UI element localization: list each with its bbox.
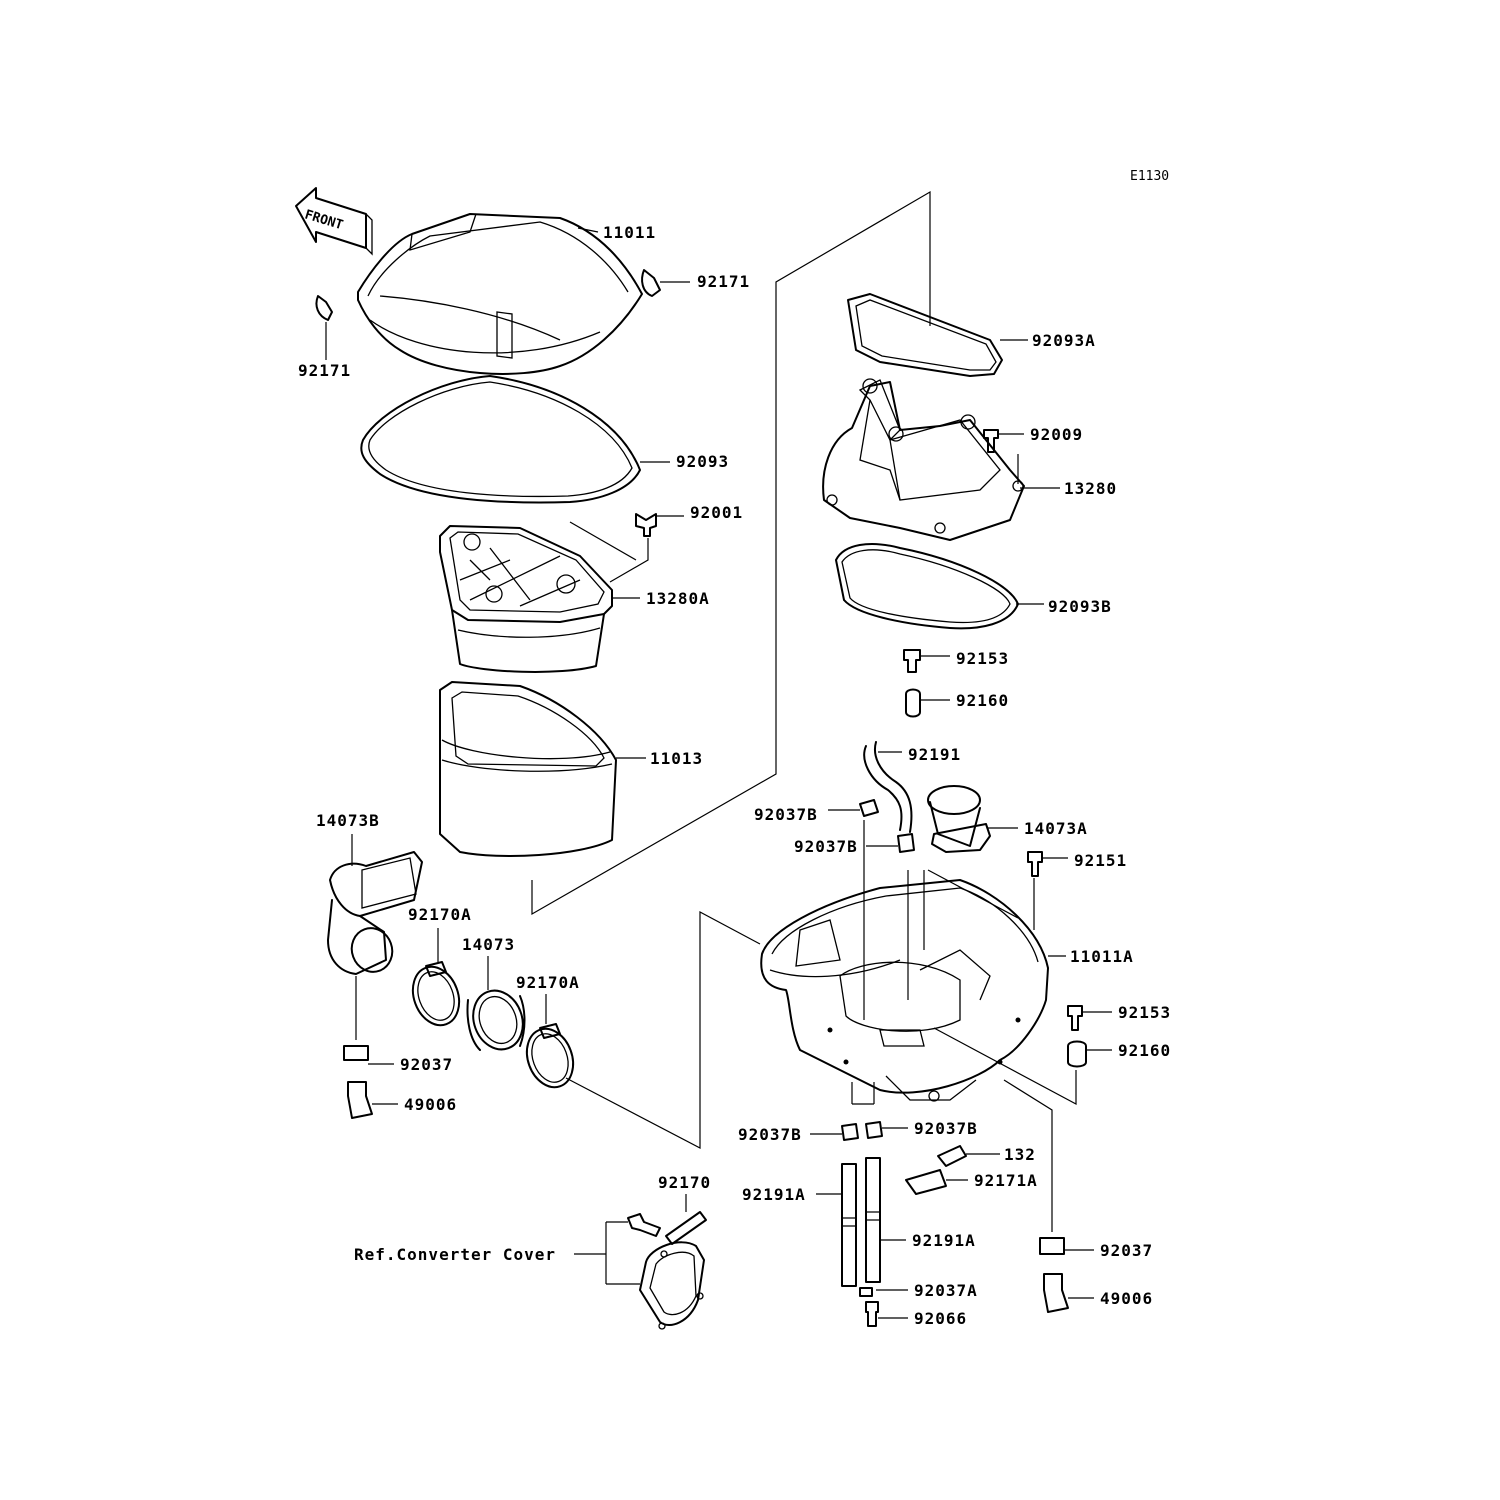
label-92066: 92066 bbox=[914, 1309, 968, 1328]
label-132: 132 bbox=[1004, 1145, 1036, 1164]
label-92001: 92001 bbox=[690, 503, 744, 522]
label-92093: 92093 bbox=[676, 452, 730, 471]
clamp-92037b-2-part bbox=[898, 834, 914, 852]
hose-92191a-1-part bbox=[842, 1164, 856, 1286]
front-label: FRONT bbox=[302, 207, 345, 234]
bolt-converter-part bbox=[628, 1214, 660, 1236]
label-92093A: 92093A bbox=[1032, 331, 1096, 350]
damper-bottom-part bbox=[1068, 1042, 1086, 1067]
label-92151: 92151 bbox=[1074, 851, 1128, 870]
clip-part-left bbox=[316, 296, 332, 320]
label-92170A-1: 92170A bbox=[408, 905, 472, 924]
band-92170-part bbox=[666, 1212, 706, 1244]
wing-nut-part bbox=[636, 514, 656, 536]
hose-clamp-2-part bbox=[519, 1022, 581, 1093]
air-box-housing-part bbox=[761, 880, 1048, 1101]
filter-frame-part bbox=[440, 526, 612, 672]
filter-element-part bbox=[440, 682, 616, 856]
label-ref-converter-cover: Ref.Converter Cover bbox=[354, 1245, 557, 1264]
screw-132-part bbox=[938, 1146, 966, 1166]
gasket-a-part bbox=[848, 294, 1002, 376]
hose-clamp-1-part bbox=[405, 960, 467, 1031]
label-92037-left: 92037 bbox=[400, 1055, 454, 1074]
label-92093B: 92093B bbox=[1048, 597, 1112, 616]
label-92153-bottom: 92153 bbox=[1118, 1003, 1172, 1022]
clamp-92037b-4-part bbox=[866, 1122, 882, 1138]
label-92171A: 92171A bbox=[974, 1171, 1038, 1190]
label-92170A-2: 92170A bbox=[516, 973, 580, 992]
label-92171-right: 92171 bbox=[697, 272, 751, 291]
air-box-cover-part bbox=[358, 214, 642, 374]
label-92037B-3: 92037B bbox=[738, 1125, 802, 1144]
label-92191: 92191 bbox=[908, 745, 962, 764]
clamp-92037b-3-part bbox=[842, 1124, 858, 1140]
label-11011A: 11011A bbox=[1070, 947, 1134, 966]
collar-top-part bbox=[904, 650, 920, 672]
label-92037-right: 92037 bbox=[1100, 1241, 1154, 1260]
diagram-code: E1130 bbox=[1130, 169, 1170, 184]
label-92037B-4: 92037B bbox=[914, 1119, 978, 1138]
rubber-joint-part bbox=[465, 984, 531, 1057]
label-49006-right: 49006 bbox=[1100, 1289, 1154, 1308]
label-92191A-1: 92191A bbox=[742, 1185, 806, 1204]
label-92153-top: 92153 bbox=[956, 649, 1010, 668]
label-13280A: 13280A bbox=[646, 589, 710, 608]
drain-49006-left-part bbox=[348, 1082, 372, 1118]
label-13280: 13280 bbox=[1064, 479, 1118, 498]
label-92170: 92170 bbox=[658, 1173, 712, 1192]
gasket-part bbox=[361, 376, 640, 502]
label-14073A: 14073A bbox=[1024, 819, 1088, 838]
label-92171-left: 92171 bbox=[298, 361, 352, 380]
label-92191A-2: 92191A bbox=[912, 1231, 976, 1250]
hose-92191-part bbox=[864, 746, 901, 830]
label-49006-left: 49006 bbox=[404, 1095, 458, 1114]
clamp-92037b-1-part bbox=[860, 800, 878, 816]
front-arrow-icon bbox=[296, 188, 372, 254]
label-92160-bottom: 92160 bbox=[1118, 1041, 1172, 1060]
label-92037B-1: 92037B bbox=[754, 805, 818, 824]
bolt-92151-part bbox=[1028, 852, 1042, 876]
label-14073B: 14073B bbox=[316, 811, 380, 830]
collar-bottom-part bbox=[1068, 1006, 1082, 1030]
intake-duct-a-part bbox=[928, 786, 990, 852]
clamp-92037-right-part bbox=[1040, 1238, 1064, 1254]
plug-92066-part bbox=[866, 1302, 878, 1326]
converter-cover-part bbox=[640, 1242, 704, 1329]
label-11011: 11011 bbox=[603, 223, 657, 242]
label-92037B-2: 92037B bbox=[794, 837, 858, 856]
clamp-92037a-part bbox=[860, 1288, 872, 1296]
drain-49006-right-part bbox=[1044, 1274, 1068, 1312]
clamp-92037-left-part bbox=[344, 1046, 368, 1060]
filter-holder-part bbox=[823, 379, 1024, 540]
label-11013: 11013 bbox=[650, 749, 704, 768]
label-92037A: 92037A bbox=[914, 1281, 978, 1300]
damper-top-part bbox=[906, 690, 920, 717]
clip-part-right bbox=[642, 270, 660, 296]
label-92160-top: 92160 bbox=[956, 691, 1010, 710]
bracket-92171a-part bbox=[906, 1170, 946, 1194]
label-92009: 92009 bbox=[1030, 425, 1084, 444]
label-14073: 14073 bbox=[462, 935, 516, 954]
